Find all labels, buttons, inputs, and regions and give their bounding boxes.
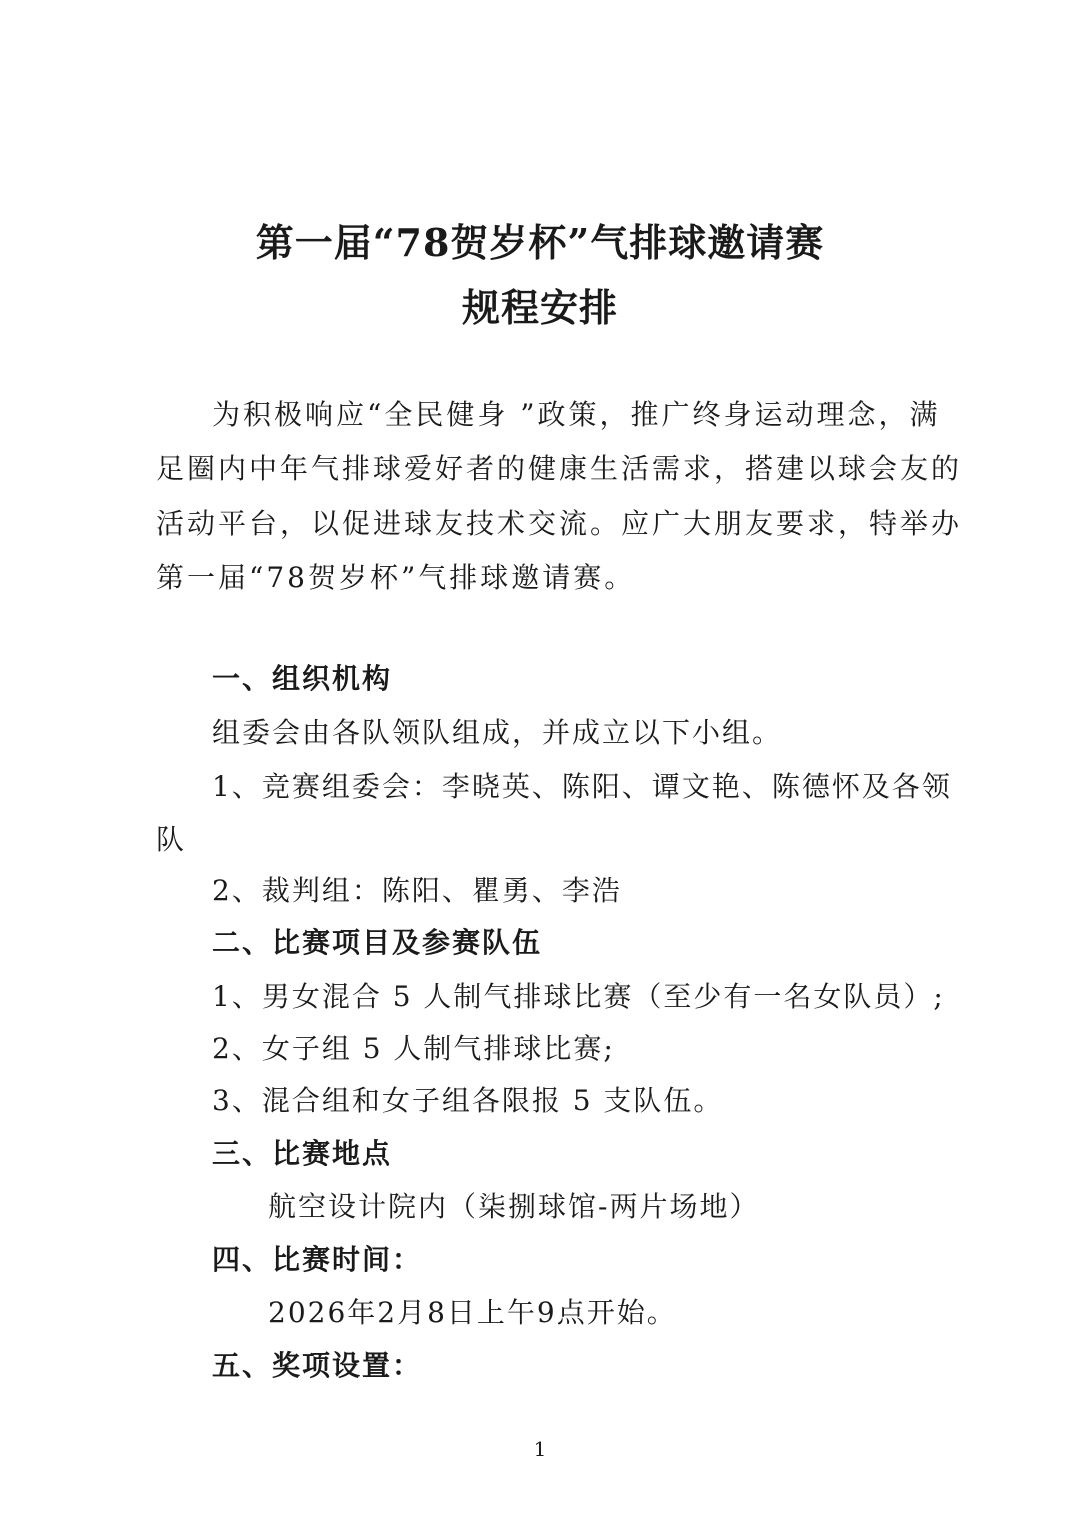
intro-line: 足圈内中年气排球爱好者的健康生活需求，搭建以球会友的 xyxy=(156,452,963,485)
events-item: 2、女子组 5 人制气排球比赛; xyxy=(212,1032,615,1065)
page-number: 1 xyxy=(533,1437,547,1461)
time-text: 2026年2月8日上午9点开始。 xyxy=(268,1296,677,1329)
intro-line: 第一届“78贺岁杯”气排球邀请赛。 xyxy=(156,561,636,594)
events-item: 1、男女混合 5 人制气排球比赛（至少有一名女队员）; xyxy=(212,980,945,1013)
events-item: 3、混合组和女子组各限报 5 支队伍。 xyxy=(212,1084,724,1117)
document-subtitle: 规程安排 xyxy=(461,285,618,330)
intro-line: 活动平台，以促进球友技术交流。应广大朋友要求，特举办 xyxy=(156,507,963,540)
organization-text: 组委会由各队领队组成，并成立以下小组。 xyxy=(212,716,783,749)
section-heading-awards: 五、奖项设置： xyxy=(212,1349,423,1382)
section-heading-events: 二、比赛项目及参赛队伍 xyxy=(212,926,543,959)
section-heading-venue: 三、比赛地点 xyxy=(212,1137,393,1170)
intro-line: 为积极响应“全民健身 ”政策，推广终身运动理念，满 xyxy=(212,398,941,431)
section-heading-organization: 一、组织机构 xyxy=(212,662,393,695)
document-title: 第一届“78贺岁杯”气排球邀请赛 xyxy=(255,220,825,265)
section-heading-time: 四、比赛时间： xyxy=(212,1243,423,1276)
organization-item: 2、裁判组：陈阳、瞿勇、李浩 xyxy=(212,874,622,907)
venue-text: 航空设计院内（柒捌球馆-两片场地） xyxy=(268,1190,760,1223)
organization-item-continuation: 队 xyxy=(156,823,187,856)
organization-item: 1、竞赛组委会：李晓英、陈阳、谭文艳、陈德怀及各领 xyxy=(212,770,952,803)
